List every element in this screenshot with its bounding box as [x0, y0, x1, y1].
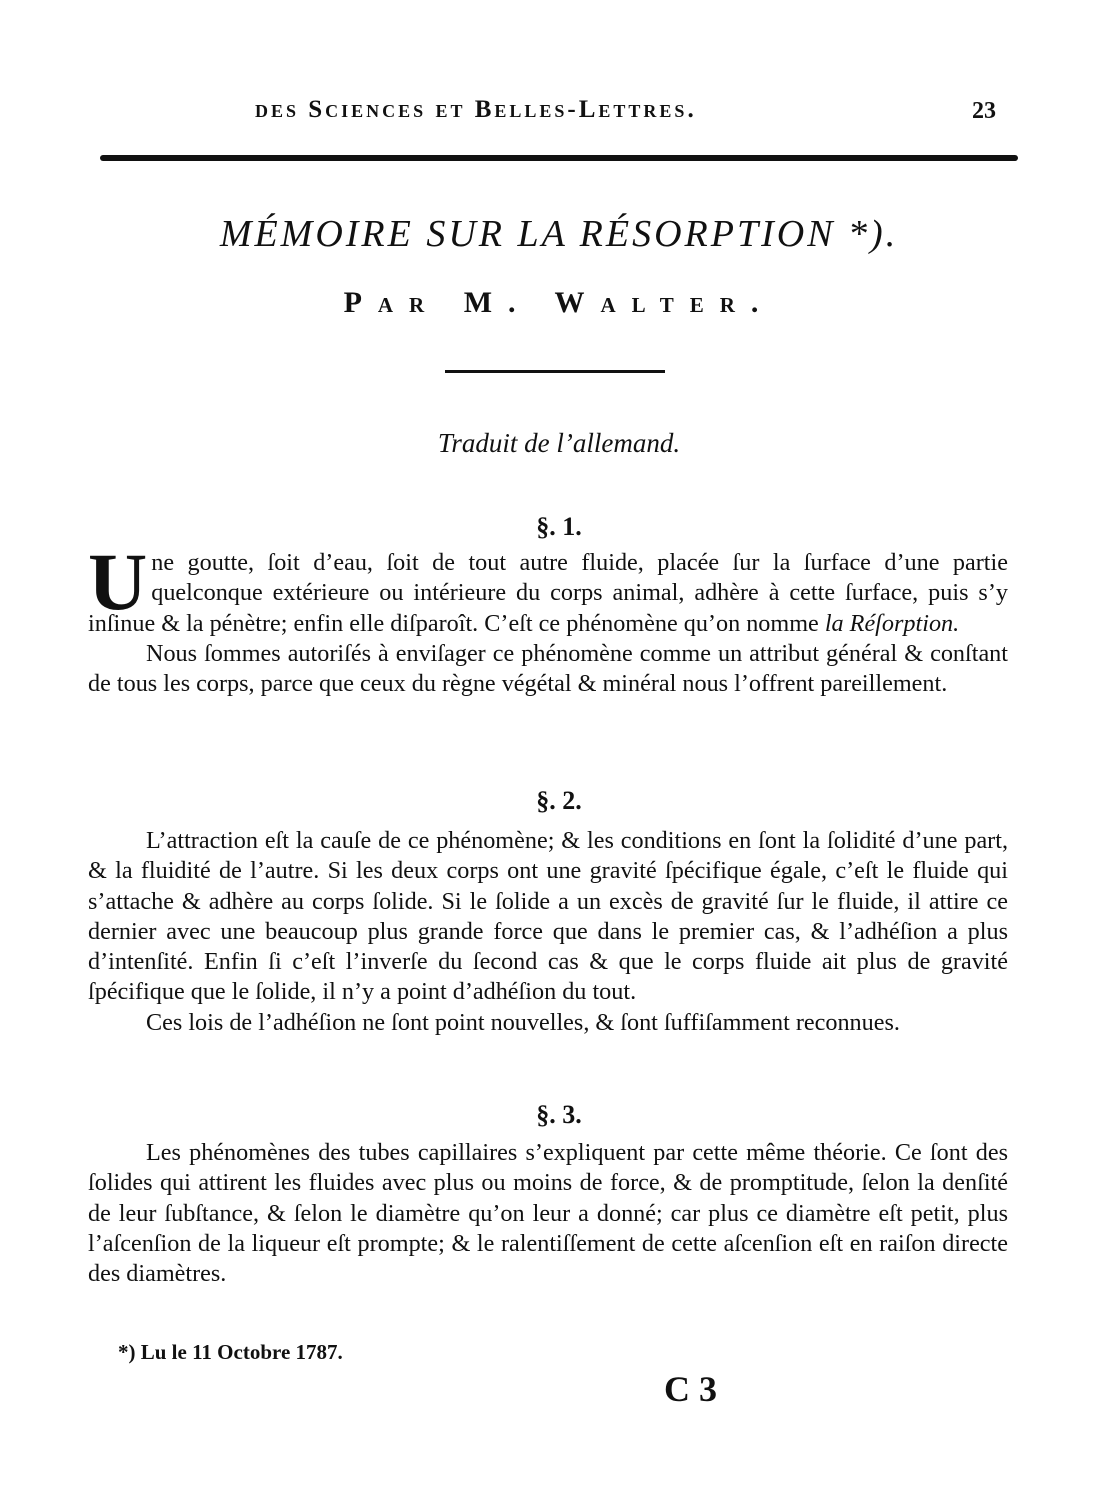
italic-term: la Réſorption. — [824, 609, 960, 637]
running-head: des Sciences et Belles-Lettres. — [255, 96, 697, 123]
section-heading-2: §. 2. — [536, 786, 582, 815]
translation-note: Traduit de l’allemand. — [437, 428, 681, 458]
paragraph-text: ne goutte, ſoit d’eau, ſoit de tout autre fluide, placée ſur la ſurface d’une partie quelconque extérieure ou intérieure du corps animal, adhère à cette ſurface, puis s’y inſinue & la pénètre; enfin elle diſparoît. C’eſt ce phénomène qu’on nomme — [88, 549, 1008, 637]
paragraph: Ces lois de l’adhéſion ne ſont point nouvelles, & ſont ſuffiſamment reconnues. — [146, 1008, 900, 1036]
paragraph — [88, 536, 1008, 639]
section-body-3 — [88, 1138, 1008, 1289]
paragraph: Les phénomènes des tubes capillaires s’expliquent par cette même théorie. Ce ſont des ſolides qui attirent les fluides avec plus ou moins de force, & de promptitude, ſelon la denſité de leur ſubſtance, & ſelon le diamètre qu’on leur a donné; car plus ce diamètre eſt petit, plus l’aſcenſion de la liqueur eſt prompte; & le ralentiſſement de cette aſcenſion eſt en raiſon directe des diamètres. — [88, 1139, 1008, 1288]
section-heading-3: §. 3. — [536, 1100, 582, 1129]
title-rule — [445, 370, 665, 373]
paragraph: L’attraction eſt la cauſe de ce phénomène; & les conditions en ſont la ſolidité d’une part, & la fluidité de l’autre. Si les deux corps ont une gravité ſpécifique égale, c’eſt le fluide qui s’attache & adhère au corps ſolide. Si le ſolide a un excès de gravité ſur le fluide, il attire ce dernier avec une beaucoup plus grande force que dans le premier cas, & l’adhéſion a plus d’intenſité. Enfin ſi c’eſt l’inverſe du ſecond cas & que le corps fluide ait plus de gravité ſpécifique que le ſolide, il n’y a point d’adhéſion du tout. — [88, 827, 1008, 1006]
section-heading-1: §. 1. — [536, 512, 582, 541]
page-number: 23 — [972, 98, 996, 124]
signature-mark: C 3 — [664, 1369, 717, 1409]
header-rule — [100, 155, 1018, 161]
section-body-1 — [88, 536, 1008, 699]
section-body-2 — [88, 826, 1008, 1038]
drop-cap: U — [88, 536, 148, 627]
paragraph: Nous ſommes autoriſés à enviſager ce phénomène comme un attribut général & conſtant de tous les corps, parce que ceux du règne végétal & minéral nous l’offrent pareillement. — [88, 639, 1008, 698]
memoir-title: MÉMOIRE SUR LA RÉSORPTION *). — [219, 213, 899, 255]
footnote: *) Lu le 11 Octobre 1787. — [118, 1340, 343, 1364]
author-byline: Par M. Walter. — [343, 286, 775, 319]
